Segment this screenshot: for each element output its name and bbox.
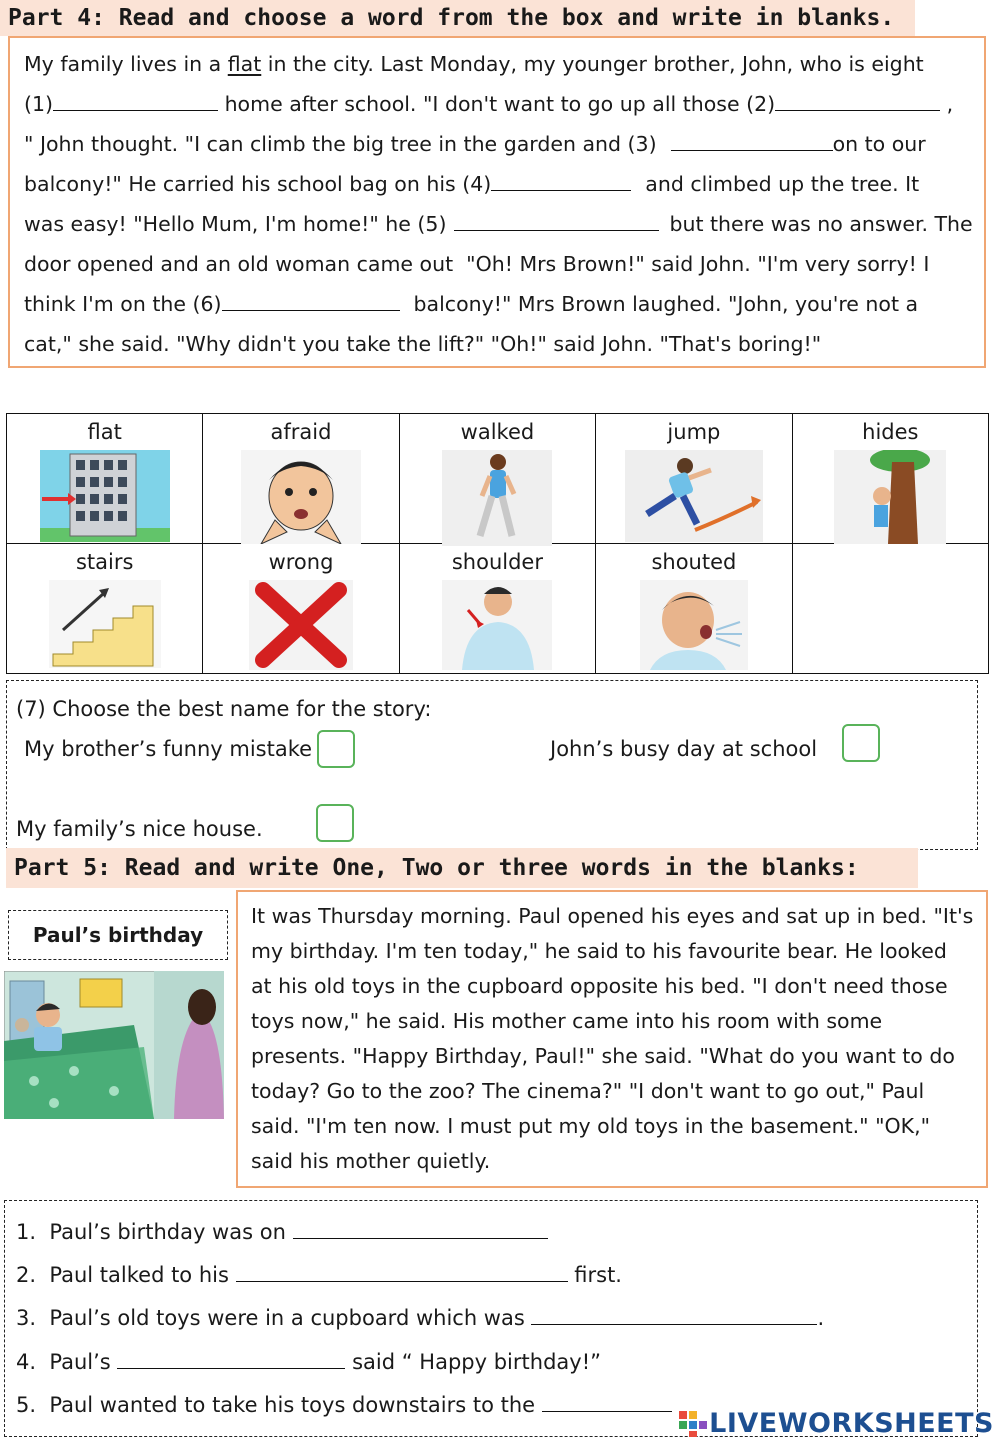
word-label: afraid (270, 420, 332, 444)
part4-title: Part 4: Read and choose a word from the box and write in blanks. (0, 0, 915, 36)
question-1 (16, 1220, 548, 1244)
example-answer: flat (227, 52, 262, 76)
word-label: flat (87, 420, 122, 444)
watermark-text: LIVEWORKSHEETS (709, 1408, 994, 1439)
story5-line: It was Thursday morning. Paul opened his eyes and sat up in bed. "It's (251, 904, 974, 928)
question-text: said “ Happy birthday!” (345, 1350, 601, 1374)
bedroom-illustration (4, 971, 224, 1119)
walking-boy-icon (442, 450, 552, 546)
story-line-8: cat," she said. "Why didn't you take the lift?" "Oh!" said John. "That's boring!" (24, 332, 822, 356)
word-label: shouted (651, 550, 737, 574)
q7-option-b: John’s busy day at school (550, 737, 818, 761)
question-5 (16, 1393, 672, 1417)
building-icon (40, 450, 170, 542)
stairs-icon (49, 580, 161, 668)
question-3-blank[interactable] (531, 1324, 817, 1325)
story-line-3 (24, 132, 926, 156)
story-line-2 (24, 92, 953, 116)
question-5-blank[interactable] (542, 1411, 672, 1412)
q7-option-a: My brother’s funny mistake (24, 737, 313, 761)
question-text: 5. Paul wanted to take his toys downstairs to the (16, 1393, 542, 1417)
afraid-boy-icon (241, 450, 361, 544)
story-text: was easy! "Hello Mum, I'm home!" he (5) (24, 212, 447, 236)
word-cell-wrong (203, 544, 399, 674)
question-text: . (817, 1306, 825, 1330)
q7-checkbox-c[interactable] (316, 804, 354, 842)
word-cell-hides (792, 414, 988, 544)
story-text: but there was no answer. The (669, 212, 973, 236)
part4-story-box (8, 36, 986, 368)
story-text: " John thought. "I can climb the big tree in the garden and (3) (24, 132, 657, 156)
question-text: 1. Paul’s birthday was on (16, 1220, 293, 1244)
story5-line: at his old toys in the cupboard opposite his bed. "I don't need those (251, 974, 948, 998)
watermark (679, 1408, 994, 1439)
story-line-7 (24, 292, 918, 316)
word-label: wrong (268, 550, 334, 574)
shoulder-boy-icon (442, 580, 552, 670)
story-text: home after school. "I don't want to go up all those (2) (218, 92, 776, 116)
cross-icon (249, 580, 353, 670)
liveworksheets-logo-icon (679, 1411, 707, 1437)
story-text: think I'm on the (6) (24, 292, 222, 316)
answer-blank-3[interactable] (671, 150, 833, 151)
story-line-6: door opened and an old woman came out "Oh! Mrs Brown!" said John. "I'm very sorry! I (24, 252, 930, 276)
story-text: , (940, 92, 954, 116)
question-text: 4. Paul’s (16, 1350, 118, 1374)
story-line-4 (24, 172, 919, 196)
word-cell-walked (399, 414, 595, 544)
story-line-5 (24, 212, 973, 236)
word-label: shoulder (451, 550, 543, 574)
answer-blank-6[interactable] (222, 310, 400, 311)
word-box (6, 413, 989, 674)
question-1-blank[interactable] (293, 1238, 548, 1239)
part5-story-box (236, 890, 988, 1188)
story5-line: my birthday. I'm ten today," he said to his favourite bear. He looked (251, 939, 947, 963)
answer-blank-4[interactable] (491, 190, 631, 191)
word-cell-flat (7, 414, 203, 544)
question-text: 3. Paul’s old toys were in a cupboard which was (16, 1306, 532, 1330)
story-text: on to our (832, 132, 926, 156)
story-text: in the city. Last Monday, my younger brother, John, who is eight (261, 52, 924, 76)
story5-line: said his mother quietly. (251, 1149, 491, 1173)
story-text: and climbed up the tree. It (645, 172, 920, 196)
shouting-boy-icon (640, 580, 748, 670)
answer-blank-5[interactable] (454, 230, 659, 231)
story5-line: said. "I'm ten now. I must put my old toys in the basement." "OK," (251, 1114, 931, 1138)
story-line-1 (24, 52, 924, 76)
q7-option-c: My family’s nice house. (16, 817, 263, 841)
story-title: Paul’s birthday (8, 910, 228, 960)
q7-prompt: (7) Choose the best name for the story: (16, 697, 432, 721)
q7-checkbox-b[interactable] (842, 724, 880, 762)
word-cell-empty (792, 544, 988, 674)
question-4 (16, 1350, 601, 1374)
word-cell-afraid (203, 414, 399, 544)
story5-line: today? Go to the zoo? The cinema?" "I don't want to go out," Paul (251, 1079, 925, 1103)
word-cell-jump (596, 414, 792, 544)
hiding-boy-icon (834, 450, 946, 544)
story-text: My family lives in a (24, 52, 228, 76)
word-label: walked (460, 420, 535, 444)
question-2-blank[interactable] (236, 1281, 568, 1282)
word-label: stairs (75, 550, 134, 574)
word-label: jump (667, 420, 721, 444)
word-cell-shoulder (399, 544, 595, 674)
question-text: first. (567, 1263, 622, 1287)
question-3 (16, 1306, 824, 1330)
part5-title: Part 5: Read and write One, Two or three words in the blanks: (6, 848, 918, 888)
story-text: balcony!" Mrs Brown laughed. "John, you're not a (413, 292, 919, 316)
word-cell-shouted (596, 544, 792, 674)
story5-line: toys now," he said. His mother came into his room with some (251, 1009, 883, 1033)
blank-number: (1) (24, 92, 54, 116)
question-text: 2. Paul talked to his (16, 1263, 236, 1287)
q7-checkbox-a[interactable] (317, 730, 355, 768)
word-label: hides (862, 420, 919, 444)
question-4-blank[interactable] (117, 1368, 345, 1369)
answer-blank-2[interactable] (775, 110, 940, 111)
jumping-boy-icon (625, 450, 763, 542)
question-2 (16, 1263, 622, 1287)
word-cell-stairs (7, 544, 203, 674)
answer-blank-1[interactable] (53, 110, 218, 111)
story5-line: presents. "Happy Birthday, Paul!" she said. "What do you want to do (251, 1044, 955, 1068)
story-text: balcony!" He carried his school bag on his (4) (24, 172, 492, 196)
